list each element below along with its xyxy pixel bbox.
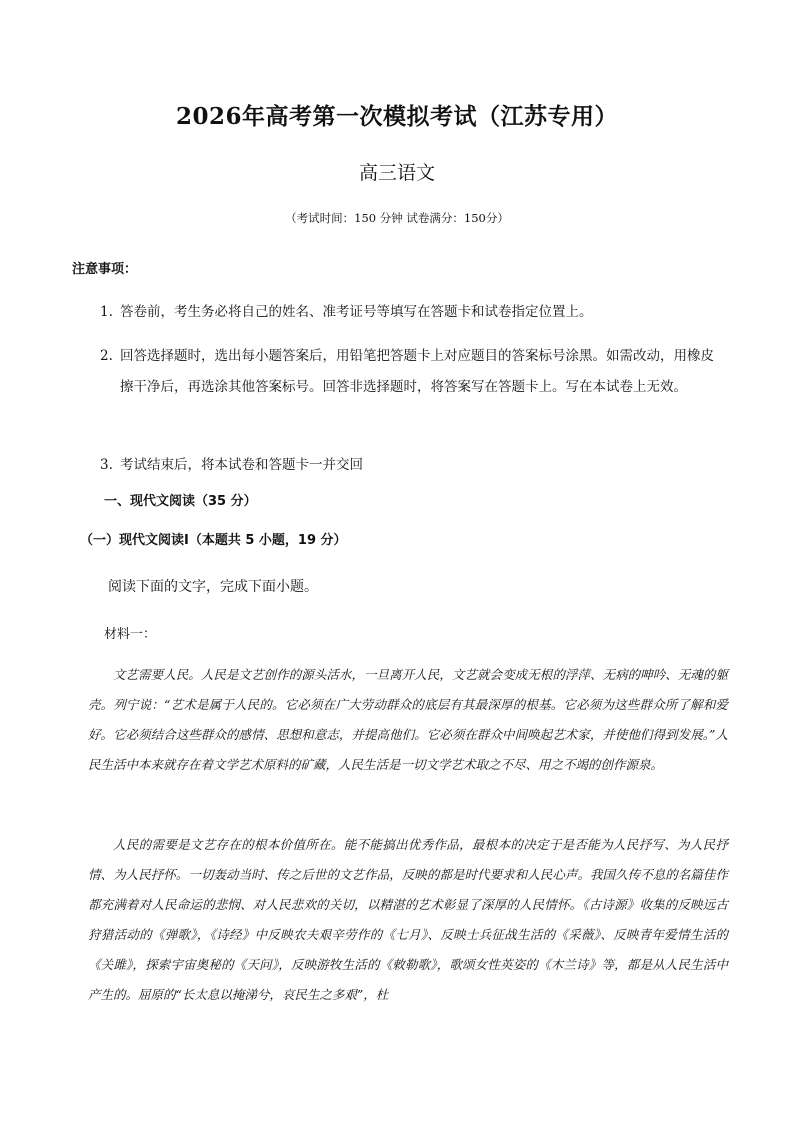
notice-heading: 注意事项：	[72, 262, 138, 277]
notice-item	[100, 450, 724, 481]
notice-item-text: 考试结束后，将本试卷和答题卡一并交回	[120, 457, 363, 473]
notice-item-number: 1.	[100, 304, 113, 320]
subsection-title: （一）现代文阅读Ⅰ（本题共 5 小题，19 分）	[80, 533, 347, 548]
notice-item	[100, 297, 724, 328]
document-title: 2026年高考第一次模拟考试（江苏专用）	[175, 103, 618, 130]
notice-item	[100, 341, 724, 403]
notice-item-text: 答卷前，考生务必将自己的姓名、准考证号等填写在答题卡和试卷指定位置上。	[120, 304, 593, 320]
reading-instruction: 阅读下面的文字，完成下面小题。	[108, 579, 318, 595]
exam-info: （考试时间：150 分钟 试卷满分：150分）	[285, 211, 509, 225]
notice-item-text: 回答选择题时，选出每小题答案后，用铅笔把答题卡上对应题目的答案标号涂黑。如需改动，用橡皮擦干净后，再选涂其他答案标号。回答非选择题时，将答案写在答题卡上。写在本试卷上无效。	[120, 348, 714, 395]
material-paragraph: 人民的需要是文艺存在的根本价值所在。能不能搞出优秀作品，最根本的决定于是否能为人民抒写、为人民抒情、为人民抒怀。一切轰动当时、传之后世的文艺作品，反映的都是时代要求和人民心声。我国久传不息的名篇佳作都充满着对人民命运的悲悯、对人民悲欢的关切，以精湛的艺术彰显了深厚的人民情怀。《古诗源》收集的反映远古狩猎活动的《弹歌》，《诗经》中反映农夫艰辛劳作的《七月》、反映士兵征战生活的《采薇》、反映青年爱情生活的《关雎》，探索宇宙奥秘的《天问》，反映游牧生活的《敕勒歌》，歌颂女性英姿的《木兰诗》等，都是从人民生活中产生的。屈原的“长太息以掩涕兮，哀民生之多艰”，杜	[88, 837, 728, 1002]
notice-item-number: 3.	[100, 457, 113, 473]
subject-title: 高三语文	[358, 162, 435, 184]
material-label: 材料一：	[104, 627, 157, 642]
notice-item-number: 2.	[100, 348, 113, 364]
material-paragraph: 文艺需要人民。人民是文艺创作的源头活水，一旦离开人民，文艺就会变成无根的浮萍、无病的呻吟、无魂的躯壳。列宁说：“艺术是属于人民的。它必须在广大劳动群众的底层有其最深厚的根基。它必须为这些群众所了解和爱好。它必须结合这些群众的感情、思想和意志，并提高他们。它必须在群众中间唤起艺术家，并使他们得到发展。”人民生活中本来就存在着文学艺术原料的矿藏，人民生活是一切文学艺术取之不尽、用之不竭的创作源泉。	[88, 667, 728, 772]
section-title: 一、现代文阅读（35 分）	[104, 494, 257, 509]
